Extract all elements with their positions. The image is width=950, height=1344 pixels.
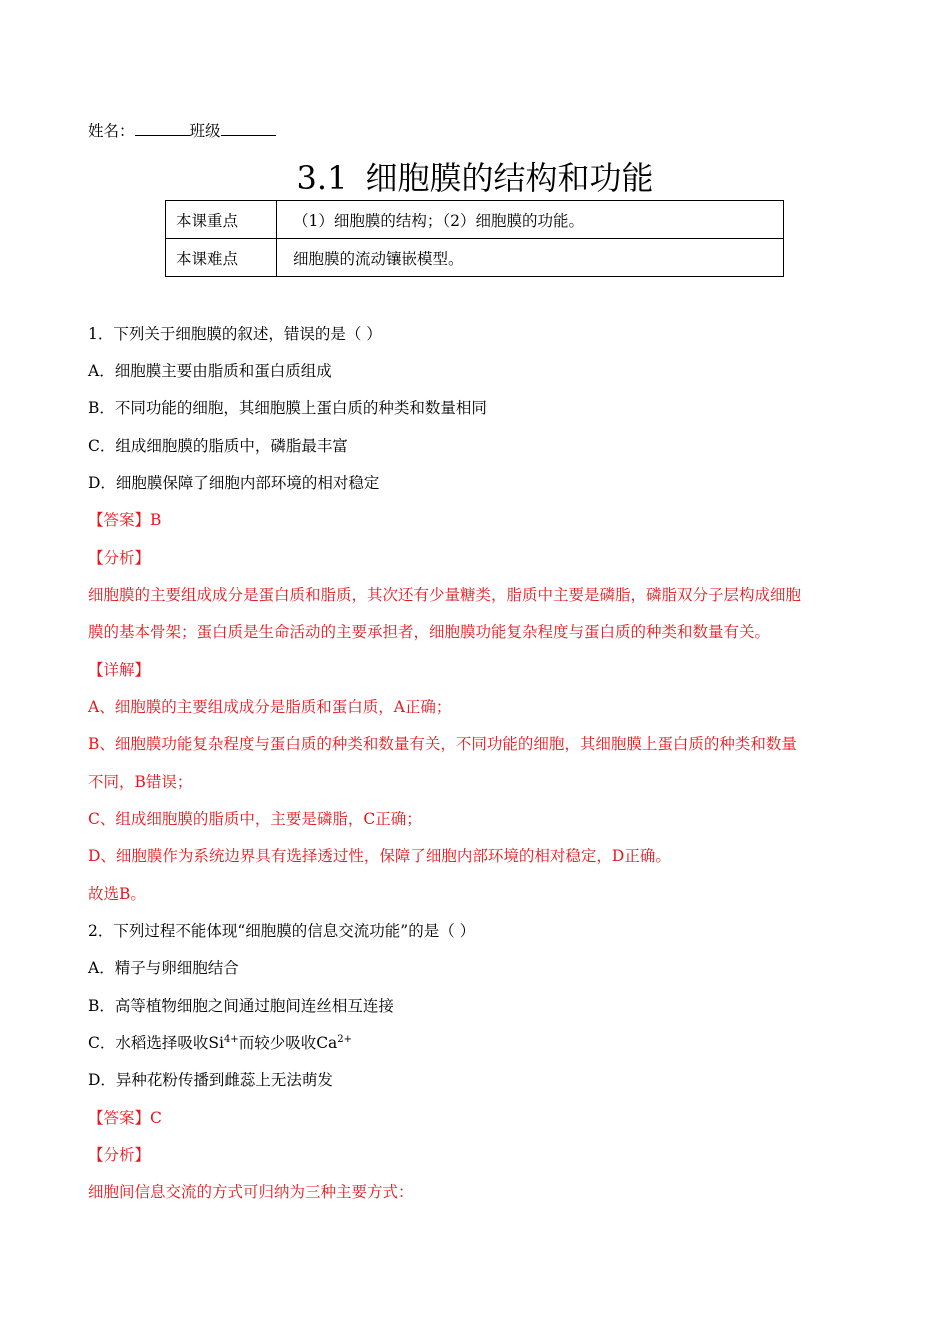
name-label: 姓名： bbox=[88, 122, 135, 140]
table-row bbox=[166, 239, 784, 277]
q1-detail-line-3: 不同，B错误； bbox=[88, 773, 193, 791]
q1-stem: 1．下列关于细胞膜的叙述，错误的是（ ） bbox=[88, 325, 382, 343]
q1-detail-line-2: B、细胞膜功能复杂程度与蛋白质的种类和数量有关，不同功能的细胞，其细胞膜上蛋白质的种类和数量 bbox=[88, 735, 797, 753]
page-title bbox=[0, 156, 950, 200]
q2-option-a: A．精子与卵细胞结合 bbox=[88, 959, 239, 977]
class-blank bbox=[221, 121, 276, 136]
table-row bbox=[166, 201, 784, 239]
q2-option-d: D．异种花粉传播到雌蕊上无法萌发 bbox=[88, 1071, 333, 1089]
q2-analysis-line: 细胞间信息交流的方式可归纳为三种主要方式： bbox=[88, 1183, 414, 1201]
q2-option-c-sup-1: 4+ bbox=[223, 1033, 239, 1045]
q1-detail-line-5: D、细胞膜作为系统边界具有选择透过性，保障了细胞内部环境的相对稳定，D正确。 bbox=[88, 847, 671, 865]
name-blank bbox=[135, 121, 190, 136]
title-text: 细胞膜的结构和功能 bbox=[365, 159, 654, 197]
q2-option-c bbox=[88, 1032, 352, 1054]
q2-answer: 【答案】C bbox=[88, 1109, 162, 1127]
q1-option-b: B．不同功能的细胞，其细胞膜上蛋白质的种类和数量相同 bbox=[88, 399, 487, 417]
q2-option-b: B．高等植物细胞之间通过胞间连丝相互连接 bbox=[88, 997, 394, 1015]
key-value: （1）细胞膜的结构；（2）细胞膜的功能。 bbox=[277, 201, 784, 239]
difficulty-value: 细胞膜的流动镶嵌模型。 bbox=[277, 239, 784, 277]
q1-answer: 【答案】B bbox=[88, 511, 162, 529]
q1-analysis-line-2: 膜的基本骨架；蛋白质是生命活动的主要承担者，细胞膜功能复杂程度与蛋白质的种类和数量有关。 bbox=[88, 623, 771, 641]
q1-detail-heading: 【详解】 bbox=[88, 661, 151, 679]
q2-stem: 2．下列过程不能体现“细胞膜的信息交流功能”的是（ ） bbox=[88, 922, 476, 940]
lesson-key-table bbox=[165, 200, 784, 277]
difficulty-label: 本课难点 bbox=[166, 239, 277, 277]
q1-option-a: A．细胞膜主要由脂质和蛋白质组成 bbox=[88, 362, 332, 380]
q1-analysis-line-1: 细胞膜的主要组成成分是蛋白质和脂质，其次还有少量糖类，脂质中主要是磷脂，磷脂双分子层构成细胞 bbox=[88, 586, 802, 604]
key-label: 本课重点 bbox=[166, 201, 277, 239]
title-number: 3.1 bbox=[296, 159, 348, 197]
q1-detail-line-4: C、组成细胞膜的脂质中，主要是磷脂，C正确； bbox=[88, 810, 422, 828]
name-class-line bbox=[88, 120, 276, 142]
q1-detail-line-1: A、细胞膜的主要组成成分是脂质和蛋白质，A正确； bbox=[88, 698, 452, 716]
q2-option-c-mid: 而较少吸收Ca bbox=[238, 1034, 338, 1052]
q2-analysis-heading: 【分析】 bbox=[88, 1146, 151, 1164]
q1-analysis-heading: 【分析】 bbox=[88, 549, 151, 567]
class-label: 班级 bbox=[189, 122, 221, 140]
q2-option-c-prefix: C．水稻选择吸收Si bbox=[88, 1034, 224, 1052]
q1-option-c: C．组成细胞膜的脂质中，磷脂最丰富 bbox=[88, 437, 348, 455]
q1-detail-line-6: 故选B。 bbox=[88, 885, 146, 903]
q1-option-d: D．细胞膜保障了细胞内部环境的相对稳定 bbox=[88, 474, 380, 492]
q2-option-c-sup-2: 2+ bbox=[337, 1033, 353, 1045]
